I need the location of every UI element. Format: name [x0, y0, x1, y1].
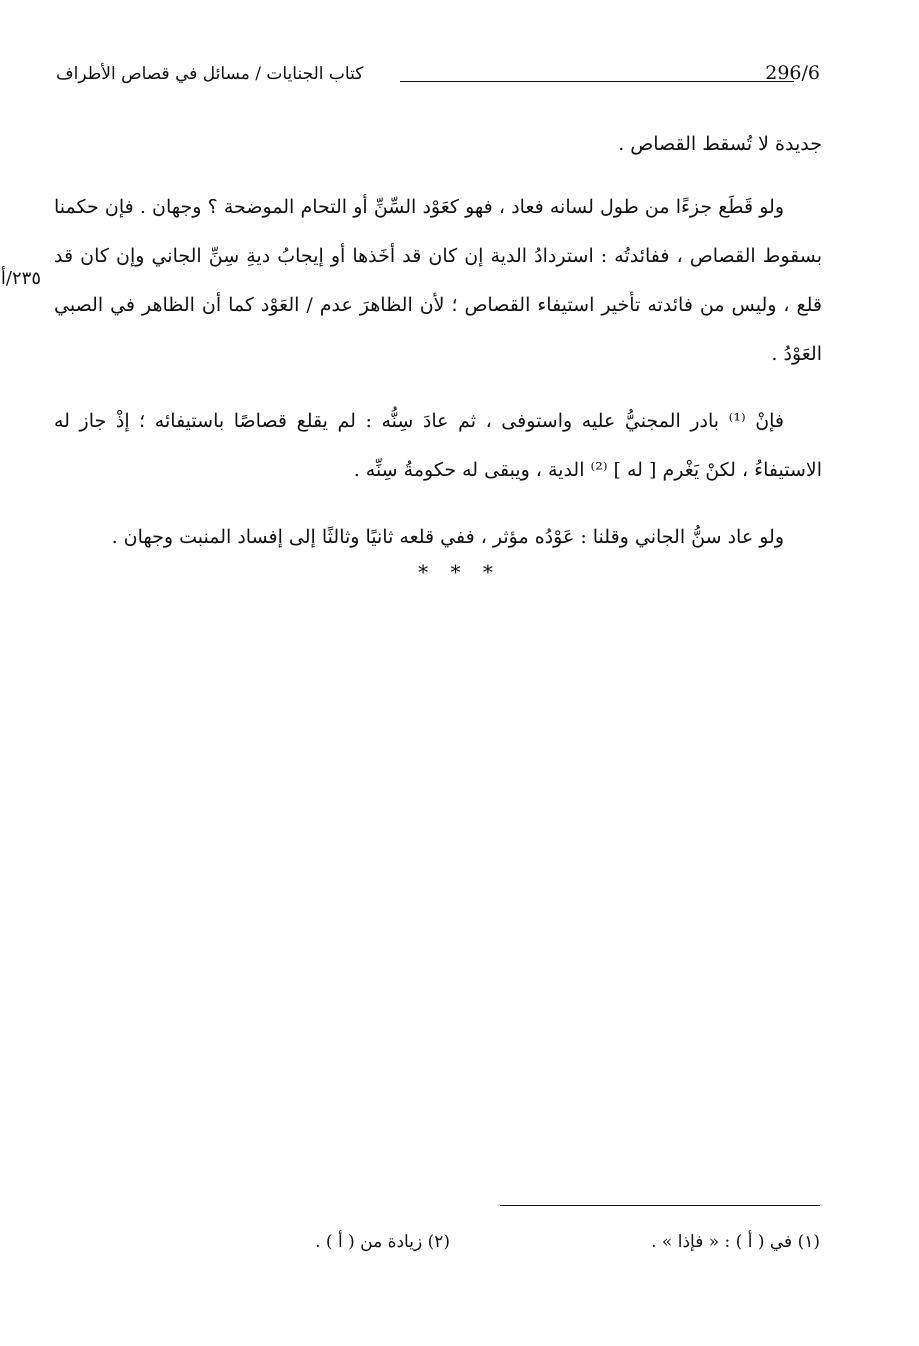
running-title: كتاب الجنايات / مسائل في قصاص الأطراف — [56, 64, 364, 84]
main-text — [54, 120, 822, 580]
page-number: 296/6 — [765, 62, 820, 84]
paragraph-4: ولو عاد سنُّ الجاني وقلنا : عَوْدُه مؤثر ، ففي قلعه ثانيًا وثالثًا إلى إفساد المنبت وجهان . — [111, 526, 784, 548]
header-rule — [400, 81, 794, 82]
paragraph-1: جديدة لا تُسقط القصاص . — [618, 133, 822, 155]
paragraph-2: ولو قَطَع جزءًا من طول لسانه فعاد ، فهو كعَوْد السِّنِّ أو التحام الموضحة ؟ وجهان . فإن حكمنا بسقوط القصاص ، ففائدتُه : استردادُ الدية إن كان قد أخَذها أو إيجابُ ديةِ سِنِّ الجاني وإن كان قد قلع ، وليس من فائدته تأخير استيفاء القصاص ؛ لأن الظاهرَ عدم / العَوْد كما أن الظاهر في الصبي العَوْدُ . — [54, 196, 822, 365]
margin-folio-note: ٢٣٥/أ — [0, 268, 41, 289]
footnote-1: (١) في ( أ ) : « فإذا » . — [651, 1232, 820, 1252]
footnotes — [200, 1232, 820, 1262]
paragraph-3: فإنْ ⁽¹⁾ بادر المجنيُّ عليه واستوفى ، ثم عادَ سِنُّه : لم يقلع قصاصًا باستيفائه ؛ إذْ جاز له الاستيفاءُ ، لكنْ يَغْرم [ له ] ⁽²⁾ الدية ، ويبقى له حكومةُ سِنِّه . — [54, 410, 822, 481]
footnote-rule — [500, 1205, 820, 1206]
page-header — [56, 56, 820, 96]
footnote-2: (٢) زيادة من ( أ ) . — [315, 1232, 450, 1252]
section-separator: * * * — [418, 560, 501, 584]
